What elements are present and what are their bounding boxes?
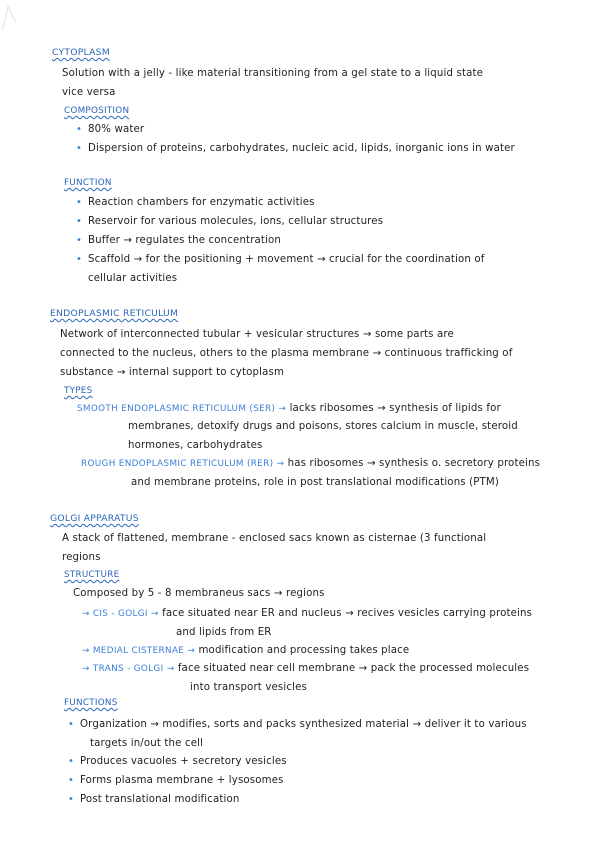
- bullet-dot-icon: •: [76, 235, 83, 246]
- bullet-dot-icon: •: [68, 756, 75, 767]
- golgi-desc-2: regions: [62, 552, 101, 563]
- trans-term: → TRANS - GOLGI →: [82, 664, 175, 674]
- golgi-function-item: • Produces vacuoles + secretory vesicles: [68, 756, 287, 767]
- er-desc-3: substance → internal support to cytoplasm: [60, 367, 285, 378]
- golgi-function-item: • Organization → modifies, sorts and packs synthesized material → deliver it to various: [68, 719, 527, 730]
- function-item: • Buffer → regulates the concentration: [76, 235, 282, 246]
- cytoplasm-heading: CYTOPLASM: [52, 47, 110, 58]
- rer-term: ROUGH ENDOPLASMIC RETICULUM (RER) →: [81, 459, 285, 469]
- bullet-dot-icon: •: [76, 124, 83, 135]
- function-item: • Reaction chambers for enzymatic activities: [76, 197, 315, 208]
- bullet-dot-icon: •: [76, 254, 83, 265]
- composition-item: • 80% water: [76, 124, 145, 135]
- composition-heading: COMPOSITION: [64, 106, 130, 116]
- bullet-dot-icon: •: [76, 197, 83, 208]
- bullet-dot-icon: •: [68, 794, 75, 805]
- bullet-dot-icon: •: [68, 719, 75, 730]
- golgi-desc-1: A stack of flattened, membrane - enclosed sacs known as cisternae (3 functional: [62, 533, 487, 544]
- function-item-cont: cellular activities: [88, 273, 178, 284]
- ser-line-3: hormones, carbohydrates: [128, 440, 263, 451]
- medial-line-1: → MEDIAL CISTERNAE → modification and processing takes place: [82, 645, 410, 656]
- bullet-dot-icon: •: [76, 216, 83, 227]
- composition-item: • Dispersion of proteins, carbohydrates, nucleic acid, lipids, inorganic ions in water: [76, 143, 515, 154]
- structure-heading: STRUCTURE: [64, 570, 120, 580]
- function-item: • Reservoir for various molecules, ions, cellular structures: [76, 216, 384, 227]
- trans-line-2: into transport vesicles: [190, 682, 307, 693]
- bullet-dot-icon: •: [76, 143, 83, 154]
- function-heading: FUNCTION: [64, 178, 112, 188]
- cis-term: → CIS - GOLGI →: [82, 609, 159, 619]
- structure-intro: Composed by 5 - 8 membraneus sacs → regions: [73, 588, 325, 599]
- golgi-functions-heading: FUNCTIONS: [64, 698, 118, 708]
- er-desc-1: Network of interconnected tubular + vesicular structures → some parts are: [60, 329, 454, 340]
- cytoplasm-desc-1: Solution with a jelly - like material transitioning from a gel state to a liquid state: [62, 68, 484, 79]
- golgi-function-item: • Post translational modification: [68, 794, 240, 805]
- golgi-function-item: • Forms plasma membrane + lysosomes: [68, 775, 284, 786]
- types-heading: TYPES: [64, 386, 93, 396]
- corner-pencil-mark: [0, 0, 40, 40]
- golgi-heading: GOLGI APPARATUS: [50, 513, 139, 524]
- medial-term: → MEDIAL CISTERNAE →: [82, 646, 196, 656]
- er-desc-2: connected to the nucleus, others to the plasma membrane → continuous trafficking of: [60, 348, 513, 359]
- rer-line-2: and membrane proteins, role in post translational modifications (PTM): [131, 477, 499, 488]
- cis-line-2: and lipids from ER: [176, 627, 272, 638]
- cis-line-1: → CIS - GOLGI → face situated near ER and nucleus → recives vesicles carrying proteins: [82, 608, 533, 619]
- ser-line-2: membranes, detoxify drugs and poisons, stores calcium in muscle, steroid: [128, 421, 518, 432]
- rer-line-1: ROUGH ENDOPLASMIC RETICULUM (RER) → has ribosomes → synthesis o. secretory proteins: [81, 458, 541, 469]
- ser-line-1: SMOOTH ENDOPLASMIC RETICULUM (SER) → lacks ribosomes → synthesis of lipids for: [77, 403, 501, 414]
- golgi-function-cont: targets in/out the cell: [90, 738, 204, 749]
- ser-term: SMOOTH ENDOPLASMIC RETICULUM (SER) →: [77, 404, 287, 414]
- er-heading: ENDOPLASMIC RETICULUM: [50, 308, 179, 319]
- cytoplasm-desc-2: vice versa: [62, 87, 116, 98]
- trans-line-1: → TRANS - GOLGI → face situated near cell membrane → pack the processed molecules: [82, 663, 530, 674]
- bullet-dot-icon: •: [68, 775, 75, 786]
- function-item: • Scaffold → for the positioning + movement → crucial for the coordination of: [76, 254, 485, 265]
